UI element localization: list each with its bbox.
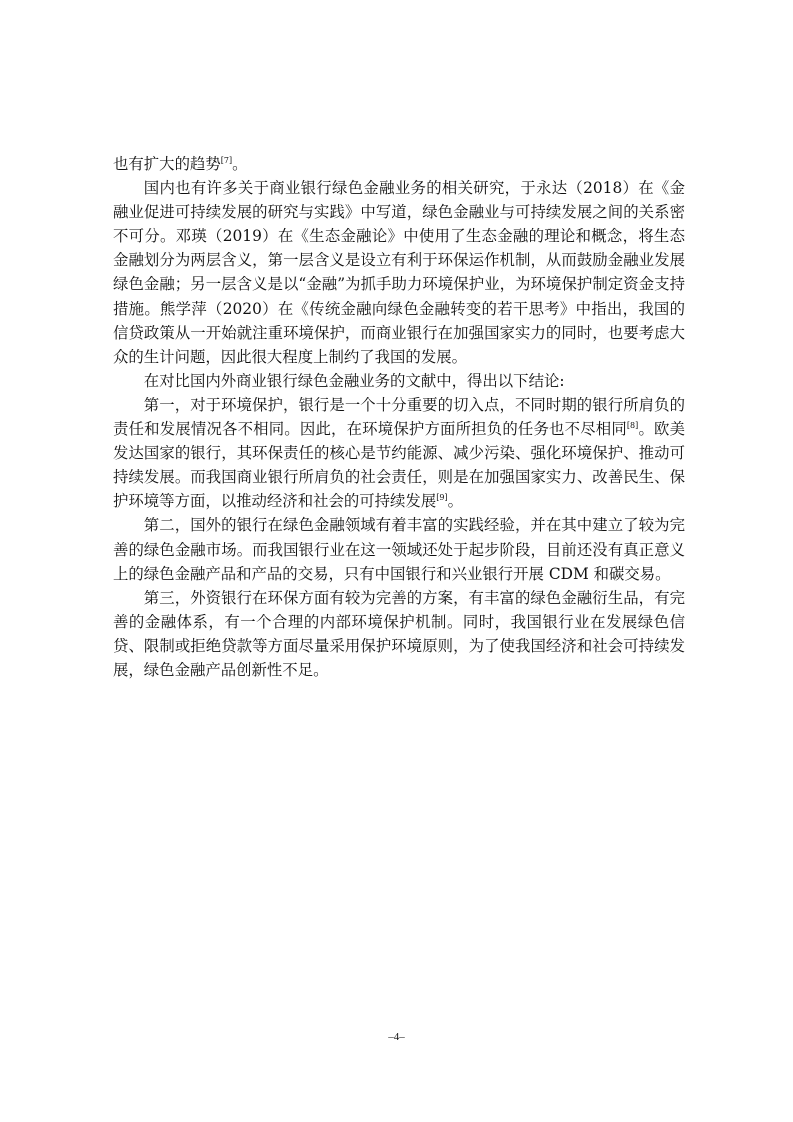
paragraph-continuation — [113, 152, 685, 176]
paragraph-text: 第二，国外的银行在绿色金融领域有着丰富的实践经验，并在其中建立了较为完善的绿色金融市场。而我国银行业在这一领域还处于起步阶段，目前还没有真正意义上的绿色金融产品和产品的交易，只有中国银行和兴业银行开展 CDM 和碳交易。 — [113, 516, 685, 583]
paragraph-text-end: 。 — [447, 492, 463, 511]
page-number: –4– — [388, 1031, 405, 1043]
body-text — [113, 152, 685, 682]
paragraph-text: 第一，对于环境保护，银行是一个十分重要的切入点，不同时期的银行所肩负的责任和发展情况各不相同。因此，在环境保护方面所担负的任务也不尽相同 — [113, 395, 685, 439]
citation-8: [8] — [626, 420, 639, 430]
paragraph-domestic-research — [113, 176, 685, 369]
paragraph-text-end: 。 — [232, 155, 248, 173]
paragraph-text-middle: 。欧美发达国家的银行，其环保责任的核心是节约能源、减少污染、强化环境保护、推动可持续发展。而我国商业银行所肩负的社会责任，则是在加强国家实力、改善民生、保护环境等方面，以推动经济和社会的可持续发展 — [113, 420, 685, 511]
citation-7: [7] — [220, 155, 233, 165]
paragraph-text: 也有扩大的趋势 — [113, 155, 221, 173]
paragraph-point-three — [113, 586, 685, 682]
paragraph-text: 国内也有许多关于商业银行绿色金融业务的相关研究，于永达（2018）在《金融业促进可持续发展的研究与实践》中写道，绿色金融业与可持续发展之间的关系密不可分。邓瑛（2019）在《生态金融论》中使用了生态金融的理论和概念，将生态金融划分为两层含义，第一层含义是设立有利于环保运作机制，从而鼓励金融业发展绿色金融；另一层含义是以“金融”为抓手助力环境保护业，为环境保护制定资金支持措施。熊学萍（2020）在《传统金融向绿色金融转变的若干思考》中指出，我国的信贷政策从一开始就注重环境保护，而商业银行在加强国家实力的同时，也要考虑大众的生计问题，因此很大程度上制约了我国的发展。 — [113, 179, 685, 366]
paragraph-point-two — [113, 513, 685, 585]
paragraph-point-one — [113, 393, 685, 513]
paragraph-text: 第三，外资银行在环保方面有较为完善的方案，有丰富的绿色金融衍生品，有完善的金融体系，有一个合理的内部环境保护机制。同时，我国银行业在发展绿色信贷、限制或拒绝贷款等方面尽量采用保护环境原则，为了使我国经济和社会可持续发展，绿色金融产品创新性不足。 — [113, 588, 685, 679]
paragraph-conclusion-intro — [113, 369, 685, 393]
paragraph-text: 在对比国内外商业银行绿色金融业务的文献中，得出以下结论: — [143, 371, 565, 390]
citation-9: [9] — [436, 493, 448, 503]
